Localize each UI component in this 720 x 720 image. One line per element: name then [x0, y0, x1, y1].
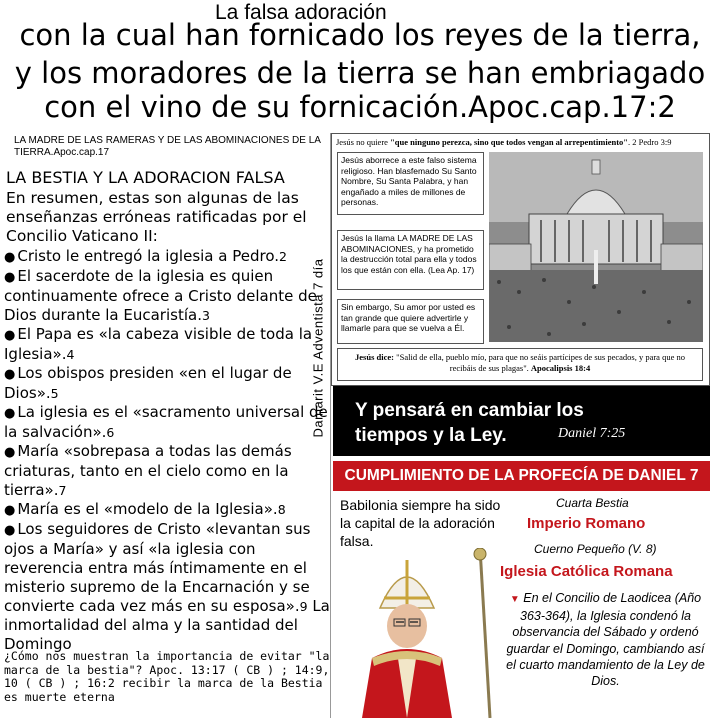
bullet-icon: ● — [4, 328, 16, 343]
babylon-text: Babilonia siempre ha sido la capital de la adoración falsa. — [340, 497, 501, 549]
doctrine-text: Los seguidores de Cristo «levantan sus ojos a María» y así «la iglesia con reverencia entra más íntimamente en el misterio supremo de la Encarnación y se convierte cada vez más en su esposa». — [4, 520, 311, 615]
bullet-icon: ● — [4, 367, 16, 382]
fourth-beast-label: Cuarta Bestia — [556, 496, 629, 510]
doctrine-ref: 7 — [58, 483, 67, 498]
roman-empire-label: Imperio Romano — [527, 515, 646, 532]
doctrine-ref: 3 — [201, 308, 210, 323]
header-line-3: con el vino de su fornicación.Apoc.cap.17:2 — [44, 90, 676, 124]
doctrine-ref: 5 — [50, 386, 59, 401]
bullet-icon: ● — [4, 406, 16, 421]
little-horn-label: Cuerno Pequeño (V. 8) — [534, 542, 657, 556]
triangle-down-icon: ▼ — [509, 594, 520, 605]
newspaper-box-1: Jesús aborrece a este falso sistema religioso. Han blasfemado Su Santo Nombre, Su Santa Palabra, y han engañado a miles de millones de personas. — [337, 152, 484, 215]
doctrine-item — [4, 247, 334, 267]
doctrine-ref: 2 — [279, 249, 287, 264]
extra-note: La inmortalidad del alma y la santidad del Domingo — [4, 597, 330, 653]
doctrine-text: El sacerdote de la iglesia es quien continuamente ofrece a Cristo delante de Dios durante la Eucaristía. — [4, 267, 317, 324]
doctrine-item — [4, 403, 334, 442]
doctrine-ref: 4 — [66, 347, 75, 362]
doctrine-text: Cristo le entregó la iglesia a Pedro. — [17, 247, 280, 265]
bullet-icon: ● — [4, 250, 16, 265]
doctrine-text: María «sobrepasa a todas las demás criaturas, tanto en el cielo como en la tierra». — [4, 442, 292, 499]
newspaper-quote-text: "Salid de ella, pueblo mío, para que no seáis partícipes de sus pecados, y para que no recibáis de sus plagas". — [396, 352, 685, 373]
bullet-icon: ● — [4, 445, 16, 460]
doctrine-item — [4, 520, 334, 654]
newspaper-top-quote: "que ninguno perezca, sino que todos vengan al arrepentimiento" — [390, 137, 628, 147]
doctrine-item — [4, 364, 334, 403]
vertical-attribution: Damarit V.E Adventista 7 día — [310, 258, 326, 438]
banner-text: Y pensará en cambiar los tiempos y la Ley. — [355, 400, 584, 446]
laodicea-body: En el Concilio de Laodicea (Año 363-364), la Iglesia condenó la observancia del Sábado y ordenó guardar el Domingo, cambiando así el cuarto mandamiento de la Ley de Dios. — [506, 591, 705, 689]
newspaper-panel — [331, 133, 710, 386]
newspaper-quote-prefix: Jesús dice: — [355, 352, 397, 362]
newspaper-quote — [337, 348, 703, 381]
daniel-banner — [333, 386, 710, 456]
doctrine-item — [4, 500, 334, 520]
laodicea-text — [503, 590, 708, 689]
header-line-2: y los moradores de la tierra se han embriagado — [14, 56, 706, 90]
newspaper-box-2: Jesús la llama LA MADRE DE LAS ABOMINACIONES, y ha prometido la destrucción total para ella y todos los que están con ella. (Lea Ap. 17) — [337, 230, 484, 290]
newspaper-top-line — [336, 137, 704, 147]
left-subheading: LA MADRE DE LAS RAMERAS Y DE LAS ABOMINACIONES DE LA TIERRA.Apoc.cap.17 — [14, 135, 321, 158]
doctrine-item — [4, 267, 334, 325]
newspaper-box-3: Sin embargo, Su amor por usted es tan grande que quiere advertirle y llamarle para que se vuelva a Él. — [337, 299, 484, 344]
header-line-1: con la cual han fornicado los reyes de la tierra, — [19, 18, 701, 52]
doctrine-text: La iglesia es el «sacramento universal de la salvación». — [4, 403, 328, 441]
doctrine-ref: 9 — [299, 599, 308, 614]
left-heading: LA BESTIA Y LA ADORACION FALSA — [6, 168, 285, 187]
doctrine-item — [4, 325, 334, 364]
bullet-icon: ● — [4, 523, 16, 538]
doctrine-item — [4, 442, 334, 500]
doctrine-text: El Papa es «la cabeza visible de toda la Iglesia». — [4, 325, 313, 363]
newspaper-quote-ref: Apocalipsis 18:4 — [530, 363, 591, 373]
doctrine-text: Los obispos presiden «en el lugar de Dios». — [4, 364, 292, 402]
left-intro: En resumen, estas son algunas de las enseñanzas erróneas ratificadas por el Concilio Vaticano II: — [6, 189, 307, 245]
doctrine-text: María es el «modelo de la Iglesia». — [17, 500, 278, 518]
newspaper-top-ref: . 2 Pedro 3:9 — [628, 137, 672, 147]
left-footer: ¿Cómo nos muestran la importancia de evitar "la marca de la bestia"? Apoc. 13:17 ( CB ) ; 14:9, 10 ( CB ) ; 16:2 recibir la marca de la Bestia es muerte eterna — [4, 649, 330, 704]
pope-photo — [352, 548, 502, 718]
poster-title: La falsa adoración — [215, 1, 387, 24]
bullet-icon: ● — [4, 270, 16, 285]
newspaper-top-prefix: Jesús no quiere — [336, 137, 391, 147]
basilica-image — [489, 152, 703, 342]
doctrine-list — [4, 247, 334, 654]
st-peters-square-photo — [489, 152, 703, 342]
doctrine-ref: 8 — [277, 502, 286, 517]
pope-figure — [352, 548, 502, 718]
catholic-church-label: Iglesia Católica Romana — [500, 563, 673, 580]
bullet-icon: ● — [4, 503, 16, 518]
doctrine-ref: 6 — [106, 425, 115, 440]
banner-ref: Daniel 7:25 — [558, 426, 626, 441]
prophecy-heading: CUMPLIMIENTO DE LA PROFECÍA DE DANIEL 7 — [333, 461, 710, 491]
